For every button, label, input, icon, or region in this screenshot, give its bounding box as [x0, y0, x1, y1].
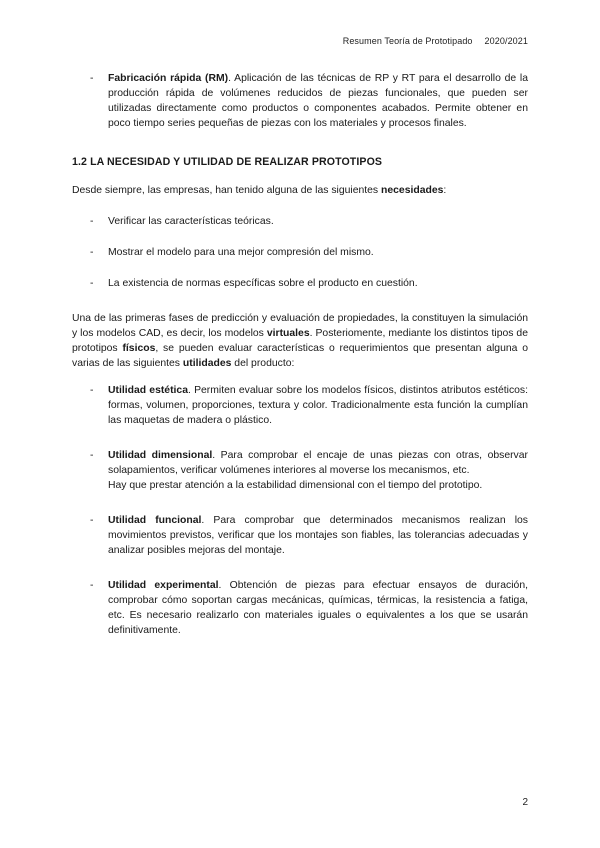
need-text: Mostrar el modelo para una mejor compresión del mismo. — [108, 247, 374, 258]
lead-paragraph: Desde siempre, las empresas, han tenido alguna de las siguientes necesidades: — [72, 185, 447, 196]
utility-term: Utilidad estética — [108, 385, 188, 396]
bullet-term: Fabricación rápida (RM) — [108, 73, 229, 84]
utilities-paragraph: Una de las primeras fases de predicción y evaluación de propiedades, la constituyen la simulación y los modelos CAD, es decir, los modelos virtuales. Posteriomente, mediante los distintos tipos de prototipos físicos, se pueden evaluar características o requerimientos que presentan alguna o varias de las siguientes utilidades del producto: — [72, 313, 528, 369]
bullet-dash: - — [90, 247, 94, 258]
need-item — [72, 245, 528, 260]
bullet-dash: - — [90, 278, 94, 289]
header-title: Resumen Teoría de Prototipado — [342, 36, 473, 46]
utility-text: Utilidad funcional. Para comprobar que determinados mecanismos realizan los movimientos previstos, verificar que los montajes son fiables, las tolerancias adecuadas y analizar posibles mejoras del montaje. — [108, 515, 528, 556]
page-header — [343, 36, 528, 46]
bullet-dash: - — [90, 515, 94, 526]
utility-extra-note: Hay que prestar atención a la estabilidad dimensional con el tiempo del prototipo. — [108, 480, 483, 491]
bullet-dash: - — [90, 385, 94, 396]
header-year: 2020/2021 — [484, 36, 528, 46]
utility-term: Utilidad funcional — [108, 515, 202, 526]
utility-item-dimensional — [72, 448, 528, 493]
page-content — [72, 71, 528, 638]
bullet-dash: - — [90, 73, 94, 84]
bullet-dash: - — [90, 450, 94, 461]
need-item — [72, 276, 528, 291]
utility-term: Utilidad dimensional — [108, 450, 213, 461]
bullet-dash: - — [90, 216, 94, 227]
utility-text: Utilidad dimensional. Para comprobar el encaje de unas piezas con otras, observar solapamientos, verificar volúmenes interiores al moverse los mecanismos, etc. Hay que prestar atención a la estabilidad dimensional con el tiempo del prototipo. — [108, 450, 528, 491]
bullet-fabricacion-rapida — [72, 71, 528, 131]
utility-text: Utilidad experimental. Obtención de piezas para efectuar ensayos de duración, comprobar cómo soportan cargas mecánicas, químicas, térmicas, la resistencia a fatiga, etc. Es necesario realizarlo con materiales iguales o equivalentes a los que se usarán definitivamente. — [108, 580, 528, 636]
bullet-dash: - — [90, 580, 94, 591]
utility-term: Utilidad experimental — [108, 580, 219, 591]
need-text: Verificar las características teóricas. — [108, 216, 274, 227]
page-number: 2 — [522, 797, 528, 808]
utility-item-funcional — [72, 513, 528, 558]
utility-item-estetica — [72, 383, 528, 428]
need-item — [72, 214, 528, 229]
utility-text: Utilidad estética. Permiten evaluar sobre los modelos físicos, distintos atributos estéticos: formas, volumen, proporciones, textura y color. Tradicionalmente esta función la cumplían las maquetas de madera o plástico. — [108, 385, 528, 426]
need-text: La existencia de normas específicas sobre el producto en cuestión. — [108, 278, 418, 289]
section-heading: 1.2 LA NECESIDAD Y UTILIDAD DE REALIZAR PROTOTIPOS — [72, 156, 383, 168]
utility-item-experimental — [72, 578, 528, 638]
bullet-text: Fabricación rápida (RM). Aplicación de las técnicas de RP y RT para el desarrollo de la producción rápida de volúmenes reducidos de piezas funcionales, que pueden ser utilizadas directamente como productos o componentes acabados. Permite obtener en poco tiempo series pequeñas de piezas con los materiales y procesos finales. — [108, 73, 529, 129]
